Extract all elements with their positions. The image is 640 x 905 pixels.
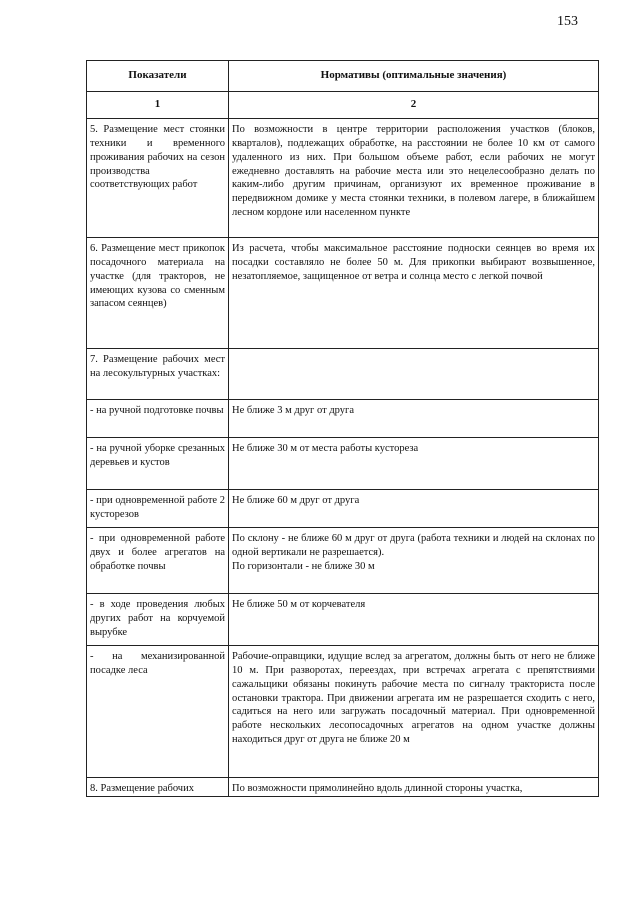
- norm-cell: Рабочие-оправщики, идущие вслед за агрегатом, должны быть от него не ближе 10 м. При разворотах, переездах, при встречах агрегата с препятствиями сажальщики обязаны покинуть рабочие места по сигналу тракториста после остановки трактора. При движении агрегата им не разрешается сходить с него, садиться на него или загружать посадочный материал. При одновременной работе нескольких лесопосадочных агрегатов на одном участке должны находиться друг от друга не ближе 20 м: [229, 645, 599, 777]
- page-number: 153: [557, 14, 578, 29]
- indicator-cell: 5. Размещение мест стоянки техники и временного проживания рабочих на сезон производства соответствующих работ: [87, 118, 229, 237]
- indicator-cell: - в ходе проведения любых других работ на корчуемой вырубке: [87, 593, 229, 645]
- norm-cell: По возможности прямолинейно вдоль длинной стороны участка,: [229, 777, 599, 796]
- norms-table: [86, 60, 599, 797]
- header-norms: Нормативы (оптимальные значения): [229, 61, 599, 92]
- norm-cell: [229, 348, 599, 399]
- table-row: [87, 645, 599, 777]
- indicator-cell: - при одновременной работе 2 кусторезов: [87, 489, 229, 527]
- table-row: [87, 348, 599, 399]
- indicator-cell: - на ручной подготовке почвы: [87, 399, 229, 437]
- table-row: [87, 437, 599, 489]
- column-number-1: 1: [87, 91, 229, 118]
- column-numbering-row: [87, 91, 599, 118]
- norm-cell: Не ближе 60 м друг от друга: [229, 489, 599, 527]
- column-number-2: 2: [229, 91, 599, 118]
- indicator-cell: 8. Размещение рабочих: [87, 777, 229, 796]
- header-indicators: Показатели: [87, 61, 229, 92]
- indicator-cell: - при одновременной работе двух и более агрегатов на обработке почвы: [87, 527, 229, 593]
- table-row: [87, 593, 599, 645]
- indicator-cell: 7. Размещение рабочих мест на лесокультурных участках:: [87, 348, 229, 399]
- table-row: [87, 399, 599, 437]
- table-row: [87, 489, 599, 527]
- norm-cell: Не ближе 50 м от корчевателя: [229, 593, 599, 645]
- indicator-cell: - на ручной уборке срезанных деревьев и кустов: [87, 437, 229, 489]
- table-row: [87, 527, 599, 593]
- table-header-row: [87, 61, 599, 92]
- table-row: [87, 118, 599, 237]
- norm-cell: По возможности в центре территории расположения участков (блоков, кварталов), подлежащих обработке, на расстоянии не более 10 км от самого удаленного из них. При большом объеме работ, если рабочих не могут ежедневно доставлять на рабочие места или это нецелесообразно делать по каким-либо другим причинам, организуют их временное проживание в передвижном домике у места стоянки техники, в полевом лагере, в ближайшем лесном кордоне или населенном пункте: [229, 118, 599, 237]
- table-row: [87, 777, 599, 796]
- norm-cell: Из расчета, чтобы максимальное расстояние подноски сеянцев во время их посадки составляло не более 50 м. Для прикопки выбирают возвышенное, незатопляемое, защищенное от ветра и солнца место с легкой почвой: [229, 237, 599, 348]
- indicator-cell: - на механизированной посадке леса: [87, 645, 229, 777]
- norm-cell: Не ближе 3 м друг от друга: [229, 399, 599, 437]
- table-row: [87, 237, 599, 348]
- norm-cell: Не ближе 30 м от места работы кустореза: [229, 437, 599, 489]
- indicator-cell: 6. Размещение мест прикопок посадочного материала на участке (для тракторов, не имеющих кузова со сменным запасом сеянцев): [87, 237, 229, 348]
- norm-cell: По склону - не ближе 60 м друг от друга (работа техники и людей на склонах по одной вертикали не разрешается). По горизонтали - не ближе 30 м: [229, 527, 599, 593]
